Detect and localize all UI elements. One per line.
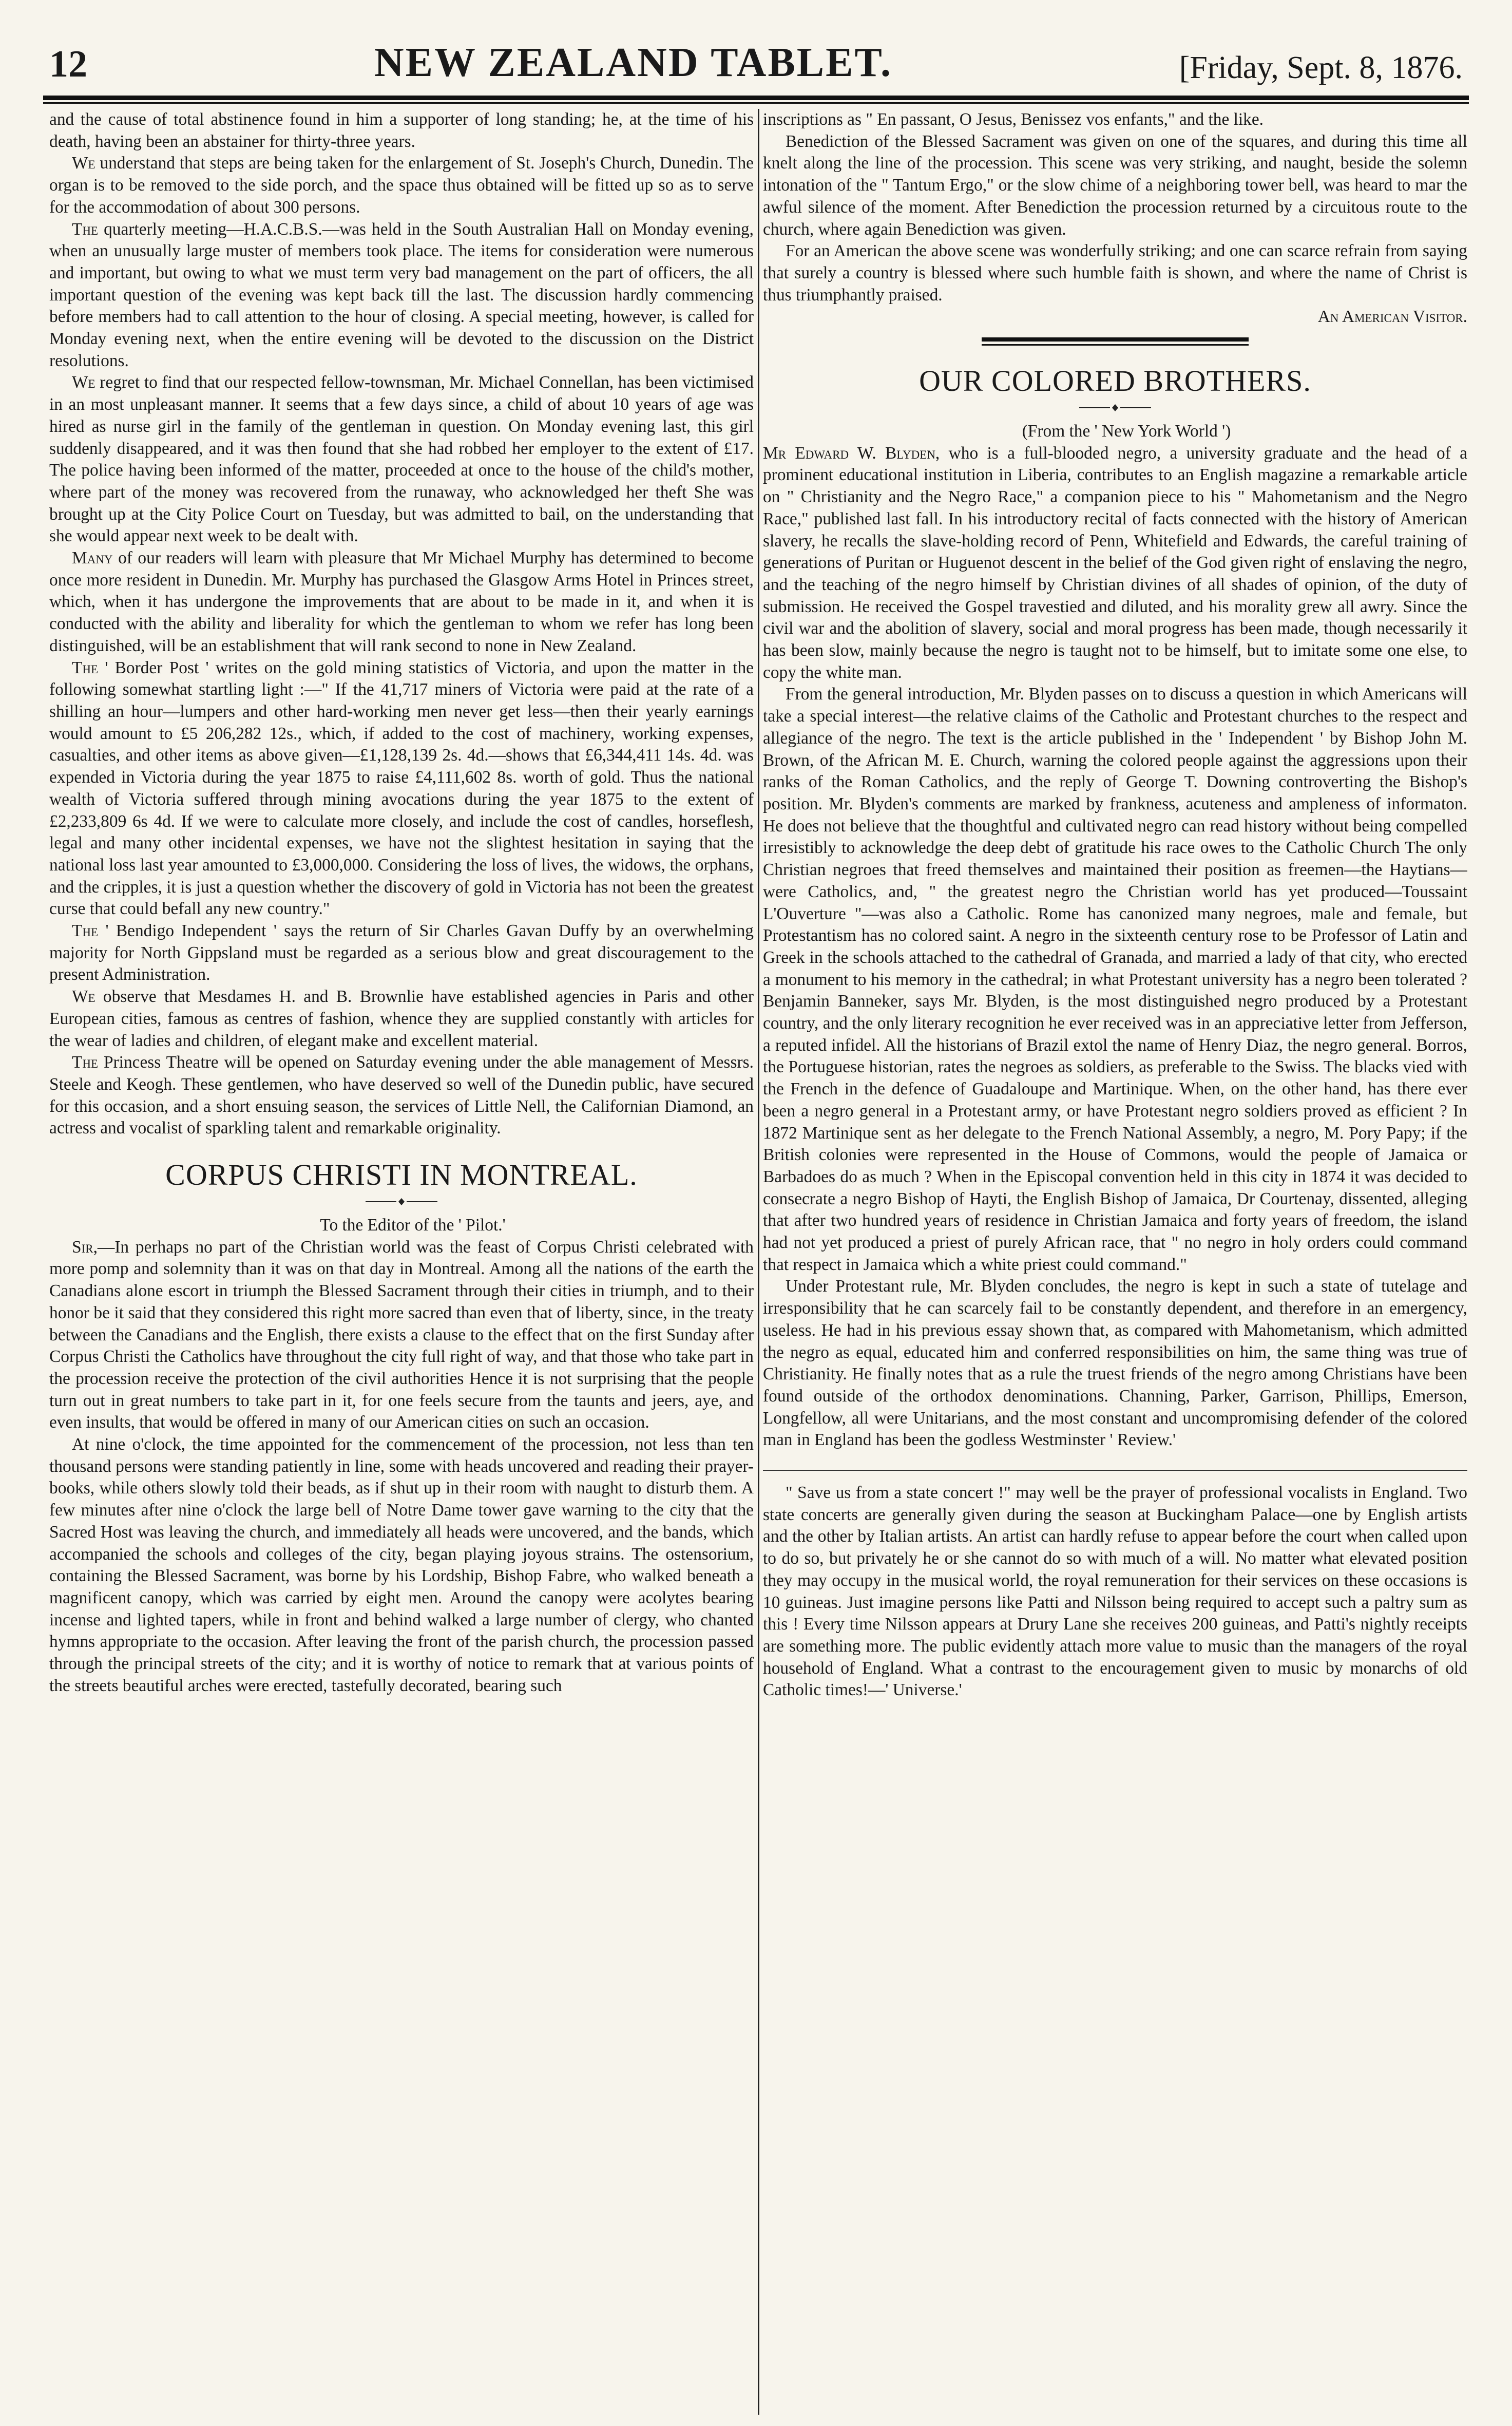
lead-word: Many <box>72 548 113 568</box>
news-paragraph <box>49 372 754 547</box>
paragraph-text: understand that steps are being taken for the enlargement of St. Joseph's Church, Dunedin. The organ is to be removed to the side porch, and the space thus obtained will be fitted up so as to serve for the accommodation of about 300 persons. <box>49 154 754 217</box>
article-paragraph: " Save us from a state concert !" may well be the prayer of professional vocalists in England. Two state concerts are generally given during the season at Buckingham Palace—one by English artists and the other by Italian artists. An artist can hardly refuse to appear before the court when called upon to do so, but privately he or she cannot do so with much of a will. No matter what elevated position they may occupy in the musical world, the royal remuneration for their services on these occasions is 10 guineas. Just imagine persons like Patti and Nilsson being required to accept such a paltry sum as this ! Every time Nilsson appears at Drury Lane she receives 200 guineas, and Patti's nightly receipts are something more. The public evidently attach more value to music than the managers of the royal household of England. What a contrast to the encouragement given to music by monarchs of old Catholic times!—' Universe.' <box>763 1483 1467 1700</box>
letter-signature: An American Visitor. <box>1317 307 1467 327</box>
ornament-divider-icon <box>366 1196 437 1207</box>
lead-word: We <box>72 373 95 392</box>
news-paragraph <box>49 657 754 920</box>
section-rule <box>982 337 1249 346</box>
issue-date: [Friday, Sept. 8, 1876. <box>1179 50 1463 85</box>
paragraph-text: Princess Theatre will be opened on Saturday evening under the able management of Messrs. Steele and Keogh. These gentlemen, who have deserved so well of the Dunedin public, have secured for this occasion, and a short ensuing season, the services of Little Nell, the Californian Diamond, an actress and vocalist of sparkling talent and remarkable originality. <box>49 1053 754 1138</box>
lead-word: The <box>72 1053 99 1072</box>
section-rule-thin <box>763 1470 1467 1471</box>
left-column <box>49 109 754 2415</box>
paragraph-text: ' Bendigo Independent ' says the return of Sir Charles Gavan Duffy by an overwhelming majority for North Gippsland must be regarded as a serious blow and great discouragement to the present Administration. <box>49 921 754 984</box>
ornament-divider-icon <box>1079 402 1151 413</box>
page-number: 12 <box>49 43 87 85</box>
lead-word: The <box>72 658 99 677</box>
corpus-christi-heading: CORPUS CHRISTI IN MONTREAL. <box>165 1158 638 1192</box>
lead-word: We <box>72 154 95 173</box>
news-paragraph <box>49 547 754 657</box>
letter-paragraph <box>49 1237 754 1434</box>
article-paragraph: and the cause of total abstinence found in him a supporter of long standing; he, at the time of his death, having been an abstainer for thirty-three years. <box>49 110 754 151</box>
news-paragraph <box>49 920 754 986</box>
news-paragraph <box>49 1052 754 1140</box>
letter-paragraph: At nine o'clock, the time appointed for the commencement of the procession, not less than ten thousand persons were standing patiently in line, some with heads uncovered and reading their prayer-books, while others slowly told their beads, as if shut up in their room with naught to disturb them. A few minutes after nine o'clock the large bell of Notre Dame tower gave warning to the city that the Sacred Host was leaving the church, and immediately all heads were uncovered, and the bands, which accompanied the schools and colleges of the city, began playing joyous strains. The ostensorium, containing the Blessed Sacrament, was borne by his Lordship, Bishop Fabre, who walked beneath a magnificent canopy, which was carried by eight men. Around the canopy were acolytes bearing incense and lighted tapers, while in front and behind walked a large number of clergy, who chanted hymns appropriate to the occasion. After leaving the front of the parish church, the procession passed through the principal streets of the city; and it is worthy of notice to remark that at various points of the streets beautiful arches were erected, tastefully decorated, bearing such <box>49 1435 754 1695</box>
paragraph-text: of our readers will learn with pleasure that Mr Michael Murphy has determined to become once more resident in Dunedin. Mr. Murphy has purchased the Glasgow Arms Hotel in Princes street, which, when it has undergone the improvements that are about to be made in it, and when it is conducted with the ability and liberality for which the gentleman to whom we refer has long been distinguished, will be an establishment that will rank second to none in New Zealand. <box>49 548 754 655</box>
paragraph-text: observe that Mesdames H. and B. Brownlie have established agencies in Paris and other European cities, famous as centres of fashion, whence they are supplied constantly with articles for the wear of ladies and children, of elegant make and excellent material. <box>49 987 754 1050</box>
lead-word: The <box>72 921 99 941</box>
right-column <box>763 109 1467 2415</box>
letter-paragraph: inscriptions as " En passant, O Jesus, Benissez vos enfants," and the like. <box>763 110 1264 129</box>
column-divider <box>758 109 759 2415</box>
letter-paragraph: For an American the above scene was wonderfully striking; and one can scarce refrain from saying that surely a country is blessed where such humble faith is shown, and where the name of Christ is thus triumphantly praised. <box>763 241 1467 305</box>
paper-title: NEW ZEALAND TABLET. <box>374 40 892 85</box>
paragraph-text: who is a full-blooded negro, a university graduate and the head of a prominent educational institution in Liberia, contributes to an English magazine a remarkable article on " Christianity and the Negro Race," a companion piece to his " Mahometanism and the Negro Race," published last fall. In his introductory recital of facts connected with the history of American slavery, he recalls the slave-holding record of Penn, Whitefield and Edwards, the careful training of generations of Puritan or Huguenot descent in the belief of the God given right of enslaving the negro, and the teaching of the negro himself by Christian divines of all shades of opinion, of the duty of submission. He received the Gospel travestied and diluted, and his morality grew all awry. Since the civil war and the abolition of slavery, social and moral progress has been made, though necessarily it has been slow, mainly because the negro is taught not to be himself, but to imitate some one else, to copy the white man. <box>763 443 1467 682</box>
salutation: Sir, <box>72 1237 98 1257</box>
paragraph-text: ' Border Post ' writes on the gold mining statistics of Victoria, and upon the matter in the following somewhat startling light :—" If the 41,717 miners of Victoria were paid at the rate of a shilling an hour—lumpers and other hard-working men never get less—then their yearly earnings would amount to £5 206,282 12s., which, if added to the cost of machinery, working expenses, casualties, and other items as above given—£1,128,139 2s. 4d.—shows that £6,344,411 14s. 4d. was expended in Victoria during the year 1875 to raise £4,111,602 8s. worth of gold. Thus the national wealth of Victoria suffered through mining avocations during the year 1875 to the extent of £2,233,809 6s 4d. If we were to calculate more closely, and include the cost of candles, horseflesh, legal and many other incidental expenses, we have not the slightest hesitation in saying that the national loss last year amounted to £3,000,000. Considering the loss of lives, the widows, the orphans, and the cripples, it is just a question whether the discovery of gold in Victoria has not been the greatest curse that could befall any new country." <box>49 658 754 919</box>
masthead-rule <box>43 96 1469 100</box>
colored-brothers-source: (From the ' New York World ') <box>1022 422 1231 441</box>
letter-paragraph: Benediction of the Blessed Sacrament was given on one of the squares, and during this time all knelt along the line of the procession. This scene was very striking, and naught, beside the solemn intonation of the " Tantum Ergo," or the slow chime of a neighboring tower bell, was heard to mar the awful silence of the moment. After Benediction the procession returned by a circuitous route to the church, where again Benediction was given. <box>763 131 1467 239</box>
paragraph-text: quarterly meeting—H.A.C.B.S.—was held in the South Australian Hall on Monday evening, when an unusually large muster of members took place. The items for consideration were numerous and important, but owing to what we must term very bad management on the part of officers, the all important question of the evening was kept back till the last. The discussion hardly commencing before members had to call attention to the hour of closing. A special meeting, however, is called for Monday evening next, when the entire evening will be devoted to the discussion on the District resolutions. <box>49 219 754 370</box>
paragraph-text: —In perhaps no part of the Christian world was the feast of Corpus Christi celebrated with more pomp and solemnity than it was on that day in Montreal. Among all the nations of the earth the Canadians alone escort in triumph the Blessed Sacrament through their cities in triumph, and to their honor be it said that they considered this right more sacred than even that of liberty, since, in the treaty between the Canadians and the English, there exists a clause to the effect that on the first Sunday after Corpus Christi the Catholics have throughout the city full right of way, and that those who take part in the procession receive the protection of the civil authorities Hence it is not surprising that the people turn out in great numbers to take part in it, for one feels secure from the taunts and jeers, aye, and even insults, that would be offered in many of our American cities on such an occasion. <box>49 1237 754 1432</box>
news-paragraph <box>49 219 754 372</box>
article-paragraph: Under Protestant rule, Mr. Blyden concludes, the negro is kept in such a state of tutelage and irresponsibility that he can scarcely fail to be constantly dependent, and therefore in an emergency, useless. He had in his previous essay shown that, as compared with Mahometanism, which admitted the negro as equal, educated him and conferred responsibilities on him, the same thing was true of Christianity. He finally notes that as a rule the truest friends of the negro among Christians have been found outside of the orthodox denominations. Channing, Parker, Garrison, Phillips, Emerson, Longfellow, all were Unitarians, and the most constant and uncompromising defender of the colored man in England has been the godless Westminster ' Review.' <box>763 1277 1467 1450</box>
colored-brothers-heading: OUR COLORED BROTHERS. <box>919 364 1311 398</box>
masthead <box>49 25 1463 86</box>
news-paragraph <box>49 986 754 1052</box>
lead-word: The <box>72 219 99 239</box>
lead-name: Mr Edward W. Blyden, <box>763 443 940 463</box>
news-paragraph <box>49 153 754 218</box>
masthead-rule-thin <box>43 102 1469 104</box>
paragraph-text: regret to find that our respected fellow-townsman, Mr. Michael Connellan, has been victimised in an most unpleasant manner. It seems that a few days since, a child of about 10 years of age was hired as nurse girl in the family of the gentleman in question. On Monday evening last, this girl suddenly disappeared, and it was then found that she had robbed her employer to the extent of £17. The police having been informed of the matter, proceeded at once to the house of the child's mother, where part of the money was recovered from the runaway, who acknowledged her theft She was brought up at the City Police Court on Tuesday, but was admitted to bail, on the understanding that she would appear next week to be dealt with. <box>49 373 754 546</box>
corpus-christi-subheading: To the Editor of the ' Pilot.' <box>320 1216 506 1235</box>
article-paragraph: From the general introduction, Mr. Blyden passes on to discuss a question in which Americans will take a special interest—the relative claims of the Catholic and Protestant churches to the respect and allegiance of the negro. The text is the article published in the ' Independent ' by Bishop John M. Brown, of the African M. E. Church, warning the colored people against the aggressions upon their ranks of the Roman Catholics, and the reply of George T. Downing controverting the Bishop's position. Mr. Blyden's comments are marked by frankness, acuteness and ampleness of informaton. He does not believe that the thoughtful and cultivated negro can read history without being compelled irresistibly to acknowledge the deep debt of gratitude his race owes to the Catholic Church The only Christian negroes that freed themselves and maintained their position as freemen—the Haytians—were Catholics, and, " the greatest negro the Christian world has yet produced—Toussaint L'Ouverture "—was also a Catholic. Rome has canonized many negroes, male and female, but Protestantism has no colored saint. A negro in the sixteenth century rose to be Professor of Latin and Greek in the schools attached to the cathedral of Granada, and married a lady of that city, who erected a monument to his memory in the cathedral; in what Protestant university has a negro been tolerated ? Benjamin Banneker, says Mr. Blyden, is the most distinguished negro produced by a Protestant country, and the only literary recognition he ever received was in an appreciative letter from Jefferson, a reputed infidel. All the historians of Brazil extol the name of Henry Diaz, the negro general. Borros, the Portuguese historian, rates the negroes as soldiers, as preferable to the Swiss. The blacks vied with the French in the defence of Guadaloupe and Martinique. When, on the other hand, has there ever been a negro general in a Protestant army, or have Protestant negro soldiers proved as efficient ? In 1872 Martinique sent as her delegate to the French National Assembly, a negro, M. Pory Papy; if the British colonies were represented in the House of Commons, would the people of Jamaica or Barbadoes do as much ? When in the Episcopal convention held in this city in 1874 it was decided to consecrate a negro Bishop of Hayti, the English Bishop of Jamaica, Dr Courtenay, dissented, alleging that after two hundred years of residence in Christian Jamaica and forty years of freedom, the island had not yet produced a priest of purely African race, that " no negro in holy orders could command that respect in Jamaica which a white priest could command." <box>763 685 1467 1274</box>
lead-word: We <box>72 987 95 1007</box>
article-paragraph <box>763 443 1467 684</box>
